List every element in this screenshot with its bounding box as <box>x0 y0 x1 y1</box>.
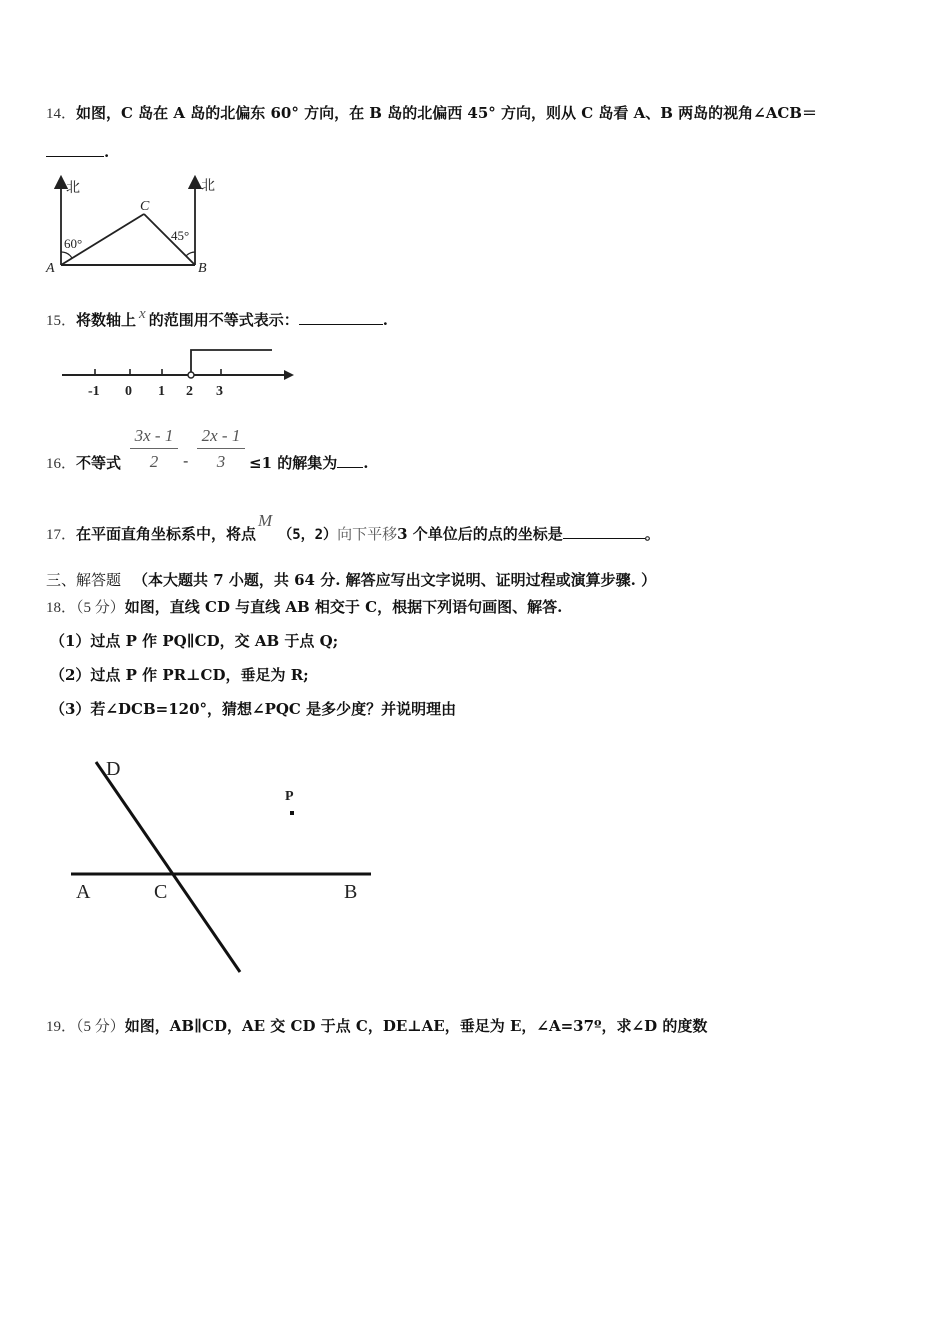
q18-sub1: （1）过点 P 作 PQ∥CD，交 AB 于点 Q; <box>50 632 339 650</box>
tick-label-neg1: -1 <box>88 384 100 399</box>
q16-end: . <box>363 454 369 472</box>
frac1-bar <box>130 448 178 449</box>
q17-line <box>46 511 660 544</box>
q19-score: （5 分） <box>76 1019 125 1035</box>
q19-line <box>46 1015 707 1036</box>
angle-arc-b <box>186 252 195 256</box>
tick-label-2: 2 <box>186 384 193 399</box>
q17-number: 17． <box>46 527 77 543</box>
label-b: B <box>198 261 207 276</box>
section3-note: （本大题共 7 小题，共 64 分. 解答应写出文字说明、证明过程或演算步骤. ） <box>133 571 657 589</box>
q18-number: 18． <box>46 600 77 616</box>
q14-number: 14． <box>46 106 77 122</box>
line-cd <box>96 762 240 972</box>
q14-figure <box>44 172 234 280</box>
frac2-denominator: 3 <box>216 452 226 471</box>
q19-text: 如图，AB∥CD，AE 交 CD 于点 C，DE⊥AE，垂足为 E，∠A=37º，求∠D 的度数 <box>124 1017 708 1035</box>
label-a: A <box>76 881 91 903</box>
q17-end: 。 <box>644 525 660 543</box>
endpoint-2 <box>188 372 194 378</box>
frac-minus: - <box>183 451 189 470</box>
q14-answer-line <box>46 142 109 161</box>
label-b: B <box>344 881 358 903</box>
frac2-bar <box>197 448 245 449</box>
q18-score: （5 分） <box>76 600 125 616</box>
q14-text: 如图，C 岛在 A 岛的北偏东 60° 方向，在 B 岛的北偏西 45° 方向，则从 C 岛看 A、B 两岛的视角∠ACB＝ <box>76 104 817 122</box>
q15-end: . <box>382 311 388 329</box>
tick-label-1: 1 <box>158 384 165 399</box>
q18-sub3: （3）若∠DCB=120°，猜想∠PQC 是多少度？并说明理由 <box>50 700 457 718</box>
range-bracket <box>191 350 272 373</box>
q17-text-after: 3 个单位后的点的坐标是 <box>397 525 563 543</box>
q17-answer-blank[interactable] <box>563 524 645 539</box>
label-c: C <box>140 199 150 214</box>
q15-text-after: 的范围用不等式表示： <box>148 311 299 329</box>
q16-line <box>46 452 121 473</box>
label-d: D <box>106 758 121 780</box>
q17-text-before: 在平面直角坐标系中，将点 <box>76 525 257 543</box>
q18-sub2: （2）过点 P 作 PR⊥CD，垂足为 R; <box>50 666 309 684</box>
q15-number-line <box>58 342 298 402</box>
angle-arc-a <box>61 252 72 258</box>
q18-figure <box>66 752 386 982</box>
label-a: A <box>46 261 55 276</box>
angle-label-b: 45° <box>171 228 190 243</box>
q15-text-before: 将数轴上 <box>76 311 137 329</box>
q14-line <box>46 102 817 123</box>
north-label-b: 北 <box>201 179 215 194</box>
north-label-a: 北 <box>66 181 80 196</box>
label-p: P <box>285 789 294 804</box>
section3-title: 三、解答题 <box>46 571 122 589</box>
frac1-denominator: 2 <box>149 452 159 471</box>
q15-line <box>46 306 388 330</box>
number-line-arrowhead <box>284 370 294 380</box>
q14-answer-blank[interactable] <box>46 142 104 157</box>
tick-label-0: 0 <box>125 384 132 399</box>
q16-text: 不等式 <box>76 454 122 472</box>
tick-label-3: 3 <box>216 384 223 399</box>
q17-point: M <box>258 511 273 530</box>
angle-label-a: 60° <box>64 236 83 251</box>
q17-coords: （5，2） <box>278 527 338 543</box>
label-c: C <box>154 881 168 903</box>
q19-number: 19． <box>46 1019 77 1035</box>
q16-answer-blank[interactable] <box>337 453 363 468</box>
q17-move: 向下平移 <box>337 525 398 543</box>
frac2-numerator: 2x - 1 <box>201 426 241 445</box>
q14-end: . <box>104 143 110 161</box>
q16-line-tail <box>249 452 368 473</box>
point-p-dot <box>290 811 294 815</box>
q15-number: 15． <box>46 313 77 329</box>
q15-answer-blank[interactable] <box>299 310 383 325</box>
q16-text-after: ≤1 的解集为 <box>249 454 338 472</box>
q18-line <box>46 596 562 617</box>
q16-number: 16． <box>46 456 77 472</box>
frac1-numerator: 3x - 1 <box>134 426 174 445</box>
q18-text: 如图，直线 CD 与直线 AB 相交于 C，根据下列语句画图、解答. <box>124 598 563 616</box>
section3-heading <box>46 569 656 590</box>
q15-var: x <box>139 306 146 322</box>
